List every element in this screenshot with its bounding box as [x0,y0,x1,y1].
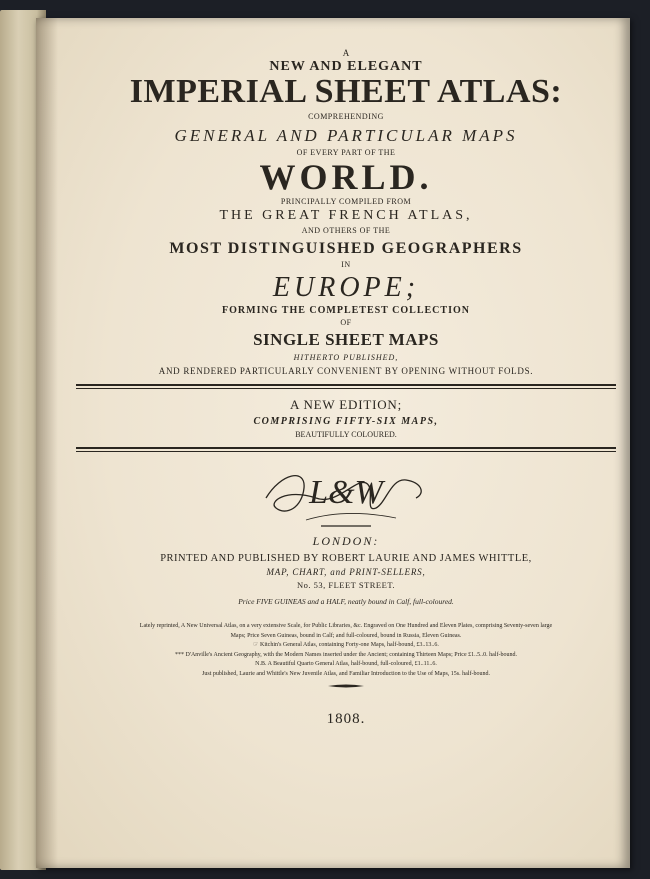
ad-line: Lately reprinted, A New Universal Atlas, on a very extensive Scale, for Public Libraries, &c. Engraved on One Hundred and Eleven Plates, comprising Seventy-seven large [139,623,553,629]
in-text: IN [341,260,351,269]
world-title: WORLD. [259,157,433,197]
ad-line: N.B. A Beautiful Quarto General Atlas, half-bound, full-coloured, £1..11..6. [255,661,437,667]
hitherto-text: HITHERTO PUBLISHED, [293,353,399,362]
monogram-text: L&W [309,474,383,511]
edition-text: A NEW EDITION; [289,397,403,412]
single-sheet-text: SINGLE SHEET MAPS [253,330,439,349]
principally-text: PRINCIPALLY COMPILED FROM [280,197,412,206]
ad-line: Just published, Laurie and Whittle's New Juvenile Atlas, and Familiar Introduction to the Use of Maps, 15s. half-bound. [202,670,490,677]
title-page [36,18,630,868]
comprehending-text: COMPREHENDING [308,112,384,121]
address-text: No. 53, FLEET STREET. [296,580,395,590]
of-text: OF [340,318,352,327]
top-double-rule [76,384,616,389]
price-text: Price FIVE GUINEAS and a HALF, neatly bound in Calf, full-coloured. [238,597,454,606]
ad-line: *** D'Anville's Ancient Geography, with the Modern Names inserted under the Ancient; containing Thirteen Maps; Price £1..5..0. half-bound. [175,651,517,658]
ad-line: Maps; Price Seven Guineas, bound in Calf; and full-coloured, bound in Russia, Eleven Guineas. [230,632,462,639]
page-gutter-shadow [36,18,58,868]
others-text: AND OTHERS OF THE [301,226,391,235]
article-a: A [342,48,350,58]
rendered-text: AND RENDERED PARTICULARLY CONVENIENT BY OPENING WITHOUT FOLDS. [158,366,534,376]
comprising-text: COMPRISING FIFTY-SIX MAPS, [253,416,439,427]
title-page-text [76,48,616,728]
ad-line: ☞ Kitchin's General Atlas, containing Forty-one Maps, half-bound, £3..13..6. [253,642,439,648]
geographers-text: MOST DISTINGUISHED GEOGRAPHERS [169,240,523,257]
map-chart-text: MAP, CHART, and PRINT-SELLERS, [266,567,426,577]
forming-text: FORMING THE COMPLETEST COLLECTION [222,305,470,316]
london-text: LONDON: [312,534,380,548]
publisher-text: PRINTED AND PUBLISHED BY ROBERT LAURIE AND JAMES WHITTLE, [160,553,532,564]
main-title: IMPERIAL SHEET ATLAS: [129,73,563,110]
monogram-flourish-icon [246,458,446,528]
europe-title: EUROPE; [272,272,420,303]
coloured-text: BEAUTIFULLY COLOURED. [295,430,397,439]
subtitle-new-elegant: NEW AND ELEGANT [269,59,423,74]
small-flourish-icon [326,683,366,689]
french-atlas-text: THE GREAT FRENCH ATLAS, [219,208,473,223]
lw-monogram [76,458,616,528]
bottom-double-rule [76,447,616,452]
year-text: 1808. [326,711,366,727]
advertisements [76,622,616,679]
general-maps-text: GENERAL AND PARTICULAR MAPS [174,126,518,145]
of-every-text: OF EVERY PART OF THE [296,148,396,157]
